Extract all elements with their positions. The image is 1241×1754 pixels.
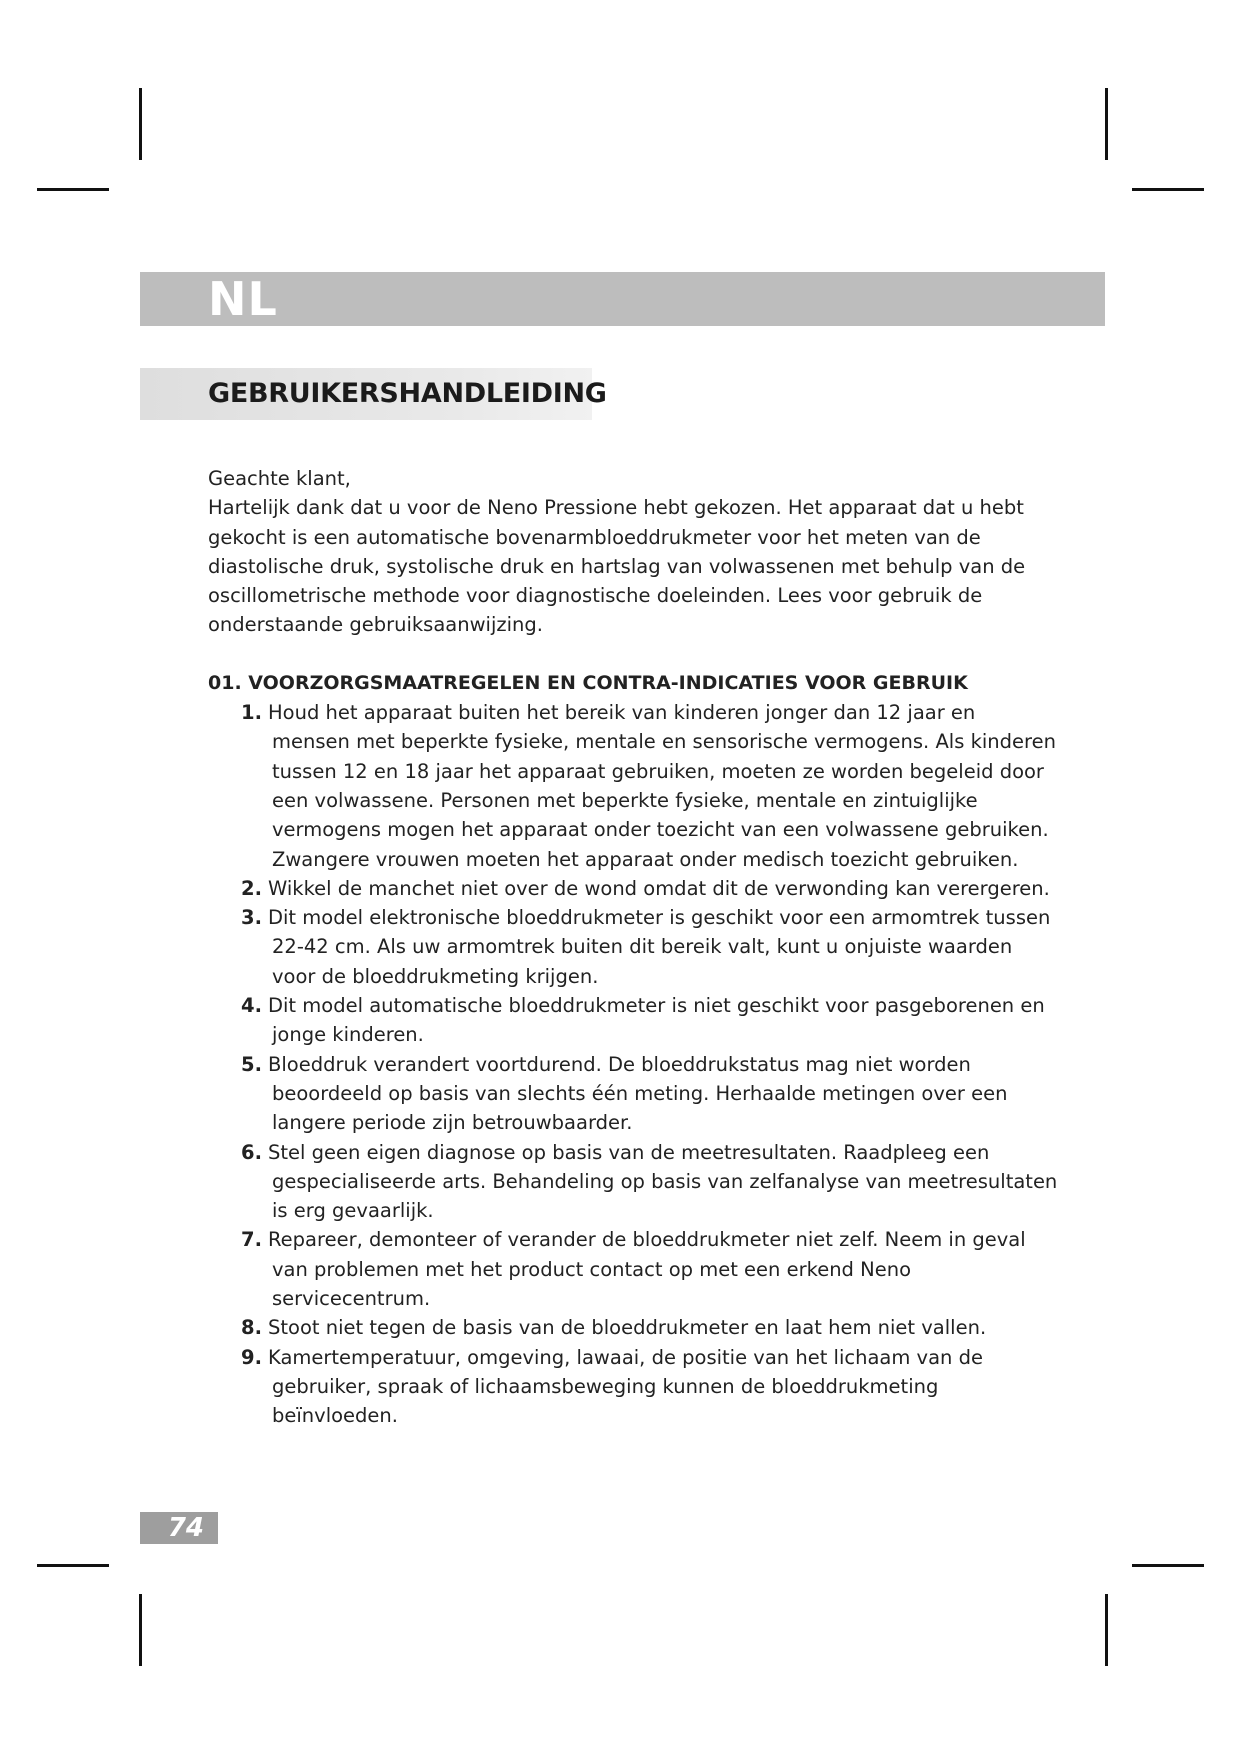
list-item: [208, 1050, 1058, 1138]
item-number: 5.: [241, 1052, 262, 1076]
crop-mark-top-right-horizontal: [1132, 188, 1204, 191]
crop-mark-bottom-left-vertical: [139, 1594, 142, 1666]
list-item: [208, 1138, 1058, 1226]
item-number: 4.: [241, 994, 262, 1018]
item-number: 3.: [241, 906, 262, 930]
list-item: [208, 903, 1058, 991]
crop-mark-top-left-horizontal: [37, 188, 109, 191]
item-number: 6.: [241, 1140, 262, 1164]
title-bar: [140, 368, 607, 420]
item-text: Stel geen eigen diagnose op basis van de meetresultaten. Raadpleeg een gespecialiseerde arts. Behandeling op basis van zelfanalyse van meetresultaten is erg gevaarlijk.: [268, 1140, 1058, 1223]
item-number: 1.: [241, 701, 262, 725]
list-item: [208, 1343, 1058, 1431]
list-item: [208, 991, 1058, 1050]
list-item: [208, 874, 1058, 903]
crop-mark-top-right-vertical: [1105, 88, 1108, 160]
item-text: Wikkel de manchet niet over de wond omdat dit de verwonding kan verergeren.: [268, 876, 1050, 900]
page-number-badge: [140, 1512, 218, 1544]
crop-mark-bottom-left-horizontal: [37, 1564, 109, 1567]
item-number: 9.: [241, 1345, 262, 1369]
greeting: Geachte klant,: [208, 467, 351, 490]
document-body: [208, 464, 1058, 1431]
item-text: Stoot niet tegen de basis van de bloeddrukmeter en laat hem niet vallen.: [268, 1316, 987, 1340]
item-number: 8.: [241, 1316, 262, 1340]
item-number: 2.: [241, 876, 262, 900]
item-number: 7.: [241, 1228, 262, 1252]
section-heading: 01. VOORZORGSMAATREGELEN EN CONTRA-INDICATIES VOOR GEBRUIK: [208, 671, 968, 694]
item-text: Houd het apparaat buiten het bereik van kinderen jonger dan 12 jaar en mensen met beperkte fysieke, mentale en sensorische vermogens. Als kinderen tussen 12 en 18 jaar het apparaat gebruiken, moeten ze worden begeleid door een volwassene. Personen met beperkte fysieke, mentale en zintuiglijke vermogens mogen het apparaat onder toezicht van een volwassene gebruiken. Zwangere vrouwen moeten het apparaat onder medisch toezicht gebruiken.: [268, 701, 1056, 871]
language-label: NL: [208, 272, 278, 326]
item-text: Kamertemperatuur, omgeving, lawaai, de positie van het lichaam van de gebruiker, spraak of lichaamsbeweging kunnen de bloeddrukmeting beïnvloeden.: [268, 1345, 983, 1428]
item-text: Dit model automatische bloeddrukmeter is niet geschikt voor pasgeborenen en jonge kinderen.: [268, 994, 1045, 1047]
item-text: Bloeddruk verandert voortdurend. De bloeddrukstatus mag niet worden beoordeeld op basis van slechts één meting. Herhaalde metingen over een langere periode zijn betrouwbaarder.: [268, 1052, 1008, 1135]
list-item: [208, 698, 1058, 874]
precautions-list: [208, 698, 1058, 1430]
item-text: Dit model elektronische bloeddrukmeter is geschikt voor een armomtrek tussen 22-42 cm. Als uw armomtrek buiten dit bereik valt, kunt u onjuiste waarden voor de bloeddrukmeting krijgen.: [268, 906, 1051, 988]
language-bar: [140, 272, 1105, 326]
page-number: 74: [167, 1513, 204, 1543]
crop-mark-bottom-right-horizontal: [1132, 1564, 1204, 1567]
list-item: [208, 1225, 1058, 1313]
intro-paragraph: Hartelijk dank dat u voor de Neno Pressione hebt gekozen. Het apparaat dat u hebt gekocht is een automatische bovenarmbloeddrukmeter voor het meten van de diastolische druk, systolische druk en hartslag van volwassenen met behulp van de oscillometrische methode voor diagnostische doeleinden. Lees voor gebruik de onderstaande gebruiksaanwijzing.: [208, 496, 1026, 637]
item-text: Repareer, demonteer of verander de bloeddrukmeter niet zelf. Neem in geval van problemen met het product contact op met een erkend Neno servicecentrum.: [268, 1228, 1026, 1311]
crop-mark-bottom-right-vertical: [1105, 1594, 1108, 1666]
page-title: GEBRUIKERSHANDLEIDING: [208, 378, 607, 409]
list-item: [208, 1313, 1058, 1342]
crop-mark-top-left-vertical: [139, 88, 142, 160]
